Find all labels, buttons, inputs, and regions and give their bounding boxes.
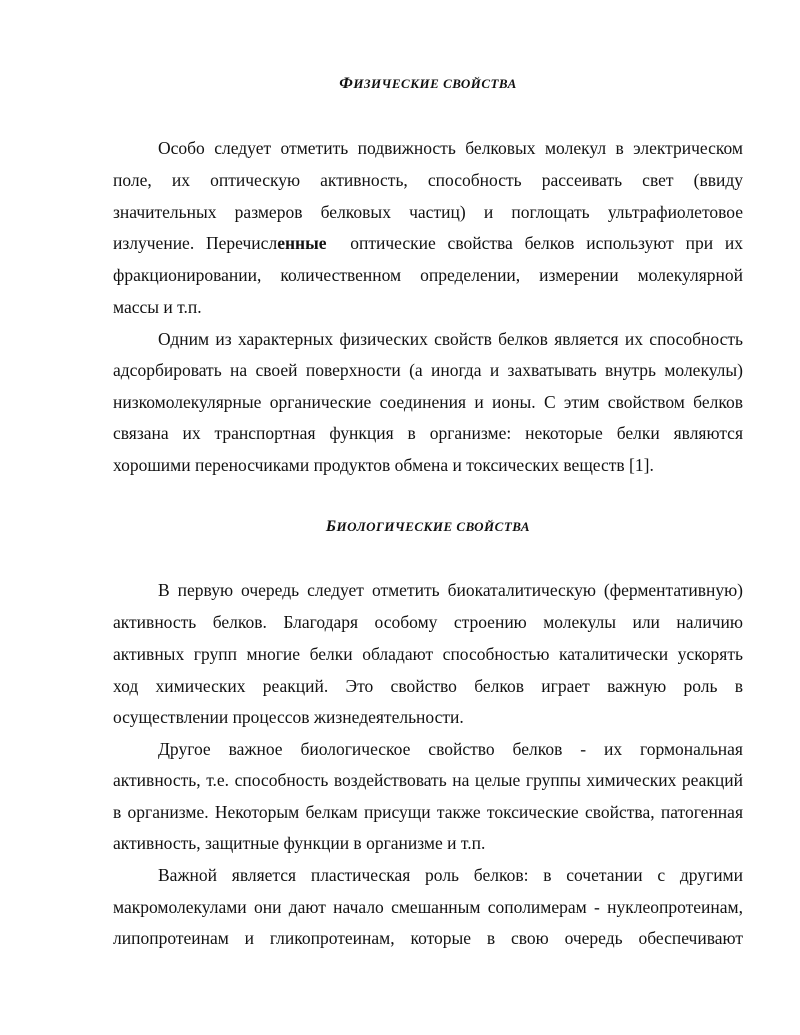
text-fragment: излучение. Перечисл [113,233,278,253]
paragraph-line: Другое важное биологическое свойство белков - их гормональная [158,739,743,759]
paragraph-line [113,231,743,255]
paragraph-line: активность, защитные функции в организме и т.п. [113,833,486,853]
heading-initial: Ф [339,75,354,92]
paragraph-line: хорошими переносчиками продуктов обмена и токсических веществ [1]. [113,455,654,475]
paragraph-line: ход химических реакций. Это свойство белков играет важную роль в [113,676,743,696]
paragraph-line: фракционировании, количественном определении, измерении молекулярной [113,265,743,285]
heading-text: ИОЛОГИЧЕСКИЕ СВОЙСТВА [336,519,531,534]
paragraph-line: Особо следует отметить подвижность белковых молекул в электрическом [158,138,743,158]
paragraph-line: Важной является пластическая роль белков: в сочетании с другими [158,865,743,885]
paragraph-line: поле, их оптическую активность, способность рассеивать свет (ввиду [113,170,743,190]
paragraph-line: В первую очередь следует отметить биокаталитическую (ферментативную) [158,580,743,600]
paragraph-line: макромолекулами они дают начало смешанным сополимерам - нуклеопротеинам, [113,897,743,917]
paragraph-line: активность белков. Благодаря особому строению молекулы или наличию [113,612,743,632]
section-heading-biological [113,517,743,537]
paragraph-line: липопротеинам и гликопротеинам, которые в свою очередь обеспечивают [113,928,743,948]
paragraph-line: Одним из характерных физических свойств белков является их способность [158,329,743,349]
paragraph-line: активных групп многие белки обладают способностью каталитически ускорять [113,644,743,664]
bold-fragment: енные [277,233,327,253]
paragraph-line: значительных размеров белковых частиц) и поглощать ультрафиолетовое [113,202,743,222]
text-fragment: оптические свойства белков используют при их [326,233,743,253]
paragraph-line: низкомолекулярные органические соединения и ионы. С этим свойством белков [113,392,743,412]
paragraph-line: массы и т.п. [113,297,202,317]
paragraph-line: активность, т.е. способность воздействовать на целые группы химических реакций [113,770,743,790]
section-heading-physical [113,74,743,94]
paragraph-line: адсорбировать на своей поверхности (а иногда и захватывать внутрь молекулы) [113,360,743,380]
heading-initial: Б [325,518,337,535]
heading-text: ИЗИЧЕСКИЕ СВОЙСТВА [353,76,517,91]
paragraph-line: в организме. Некоторым белкам присущи также токсические свойства, патогенная [113,802,743,822]
paragraph-line: осуществлении процессов жизнедеятельности. [113,707,464,727]
paragraph-line: связана их транспортная функция в организме: некоторые белки являются [113,423,743,443]
